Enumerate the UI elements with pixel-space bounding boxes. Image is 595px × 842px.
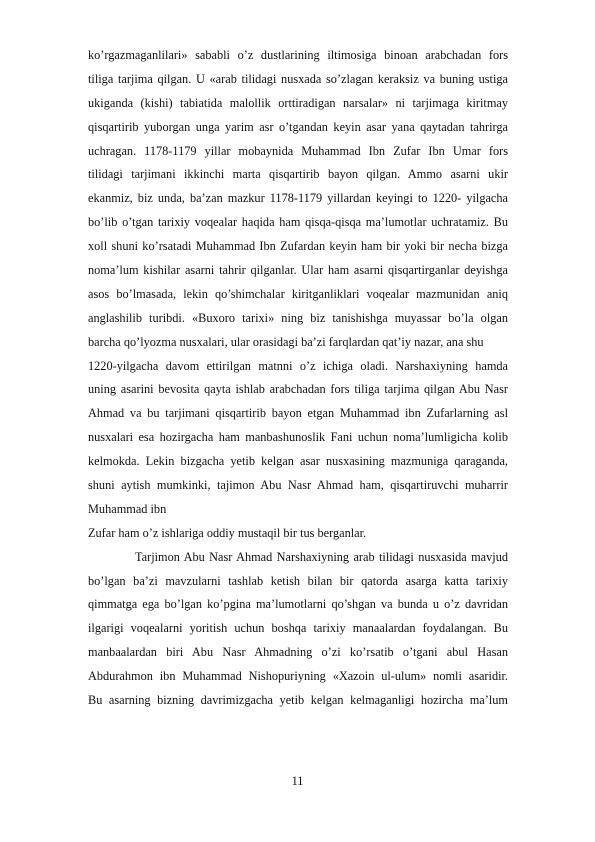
text-line: Ahmad va bu tarjimani qisqartirib bayon etgan Muhammad ibn Zufarlarning asl — [88, 406, 508, 421]
text-line: bo’lgan ba’zi mavzularni tashlab ketish bilan bir qatorda asarga katta tarixiy — [88, 573, 508, 588]
page-number: 11 — [291, 774, 304, 788]
text-line: manbaalardan biri Abu Nasr Ahmadning o’zi ko’rsatib o’tgani abul Hasan — [88, 645, 508, 660]
text-line: barcha qo’lyozma nusxalari, ular orasidagi ba’zi farqlardan qat’iy nazar, ana shu — [88, 334, 484, 349]
text-line: anglashilib turibdi. «Buxoro tarixi» ning biz tanishishga muyassar bo’la olgan — [88, 310, 508, 325]
text-line: asos bo’lmasada, lekin qo’shimchalar kiritganliklari voqealar mazmunidan aniq — [88, 286, 508, 301]
text-line: uning asarini bevosita qayta ishlab arabchadan fors tiliga tarjima qilgan Abu Nasr — [88, 382, 508, 397]
text-line: noma’lum kishilar asarni tahrir qilganlar. Ular ham asarni qisqartirganlar deyishga — [88, 263, 508, 278]
text-line: kelmokda. Lekin bizgacha yetib kelgan asar nusxasining mazmuniga qaraganda, — [88, 454, 508, 469]
text-line: qisqartirib yuborgan unga yarim asr o’tgandan keyin asar yana qaytadan tahrirga — [88, 119, 508, 134]
text-line: Muhammad ibn — [88, 501, 167, 516]
text-line: uchragan. 1178-1179 yillar mobaynida Muhammad Ibn Zufar Ibn Umar fors — [88, 143, 508, 158]
text-line: Bu asarning bizning davrimizgacha yetib kelgan kelmaganligi hozircha ma’lum — [88, 693, 508, 708]
text-line: bo’lib o’tgan tarixiy voqealar haqida ham qisqa-qisqa ma’lumotlar uchratamiz. Bu — [88, 215, 508, 230]
text-line: 1220-yilgacha davom ettirilgan matnni o’z ichiga oladi. Narshaxiyning hamda — [88, 358, 508, 373]
text-line: ilgarigi voqealarni yoritish uchun boshqa tarixiy manaalardan foydalangan. Bu — [88, 621, 508, 636]
body-text — [88, 44, 508, 713]
text-line: xoll shuni ko’rsatadi Muhammad Ibn Zufardan keyin ham bir yoki bir necha bizga — [88, 239, 508, 254]
text-line: ko’rgazmaganlilari» sababli o’z dustlarining iltimosiga binoan arabchadan fors — [88, 48, 508, 62]
text-line: tilidagi tarjimani ikkinchi marta qisqartirib bayon qilgan. Ammo asarni ukir — [88, 167, 508, 182]
text-line: qimmatga ega bo’lgan ko’pgina ma’lumotlarni qo’shgan va bunda u o’z davridan — [88, 597, 508, 612]
text-line: Tarjimon Abu Nasr Ahmad Narshaxiyning arab tilidagi nusxasida mavjud — [135, 549, 508, 564]
text-line: nusxalari esa hozirgacha ham manbashunoslik Fani uchun noma’lumligicha kolib — [88, 430, 508, 445]
text-line: shuni aytish mumkinki, tajimon Abu Nasr Ahmad ham, qisqartiruvchi muharrir — [88, 478, 508, 493]
text-line: Zufar ham o’z ishlariga oddiy mustaqil bir tus berganlar. — [88, 525, 367, 540]
text-line: ukiganda (kishi) tabiatida malollik orttiradigan narsalar» ni tarjimaga kiritmay — [88, 95, 508, 110]
text-line: tiliga tarjima qilgan. U «arab tilidagi nusxada so’zlagan keraksiz va buning ustiga — [88, 71, 508, 86]
text-line: Abdurahmon ibn Muhammad Nishopuriyning «Xazoin ul-ulum» nomli asaridir. — [88, 669, 508, 684]
text-line: ekanmiz, biz unda, ba’zan mazkur 1178-1179 yillardan keyingi to 1220- yilgacha — [88, 191, 508, 206]
